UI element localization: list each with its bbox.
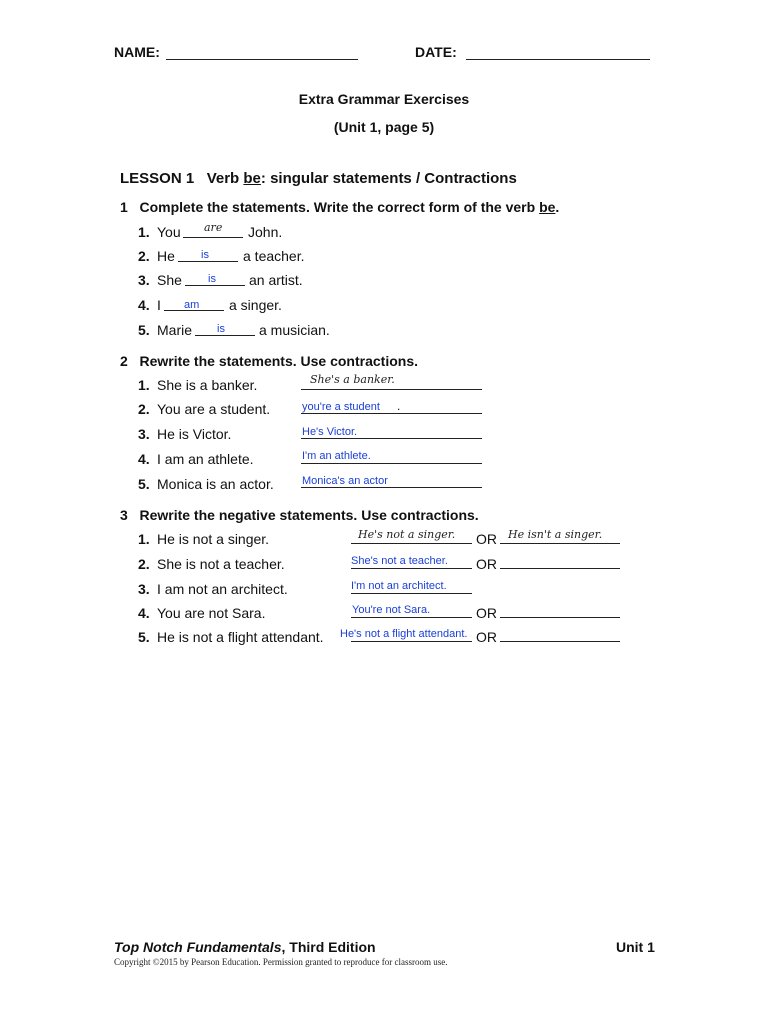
ex3-answer-1: She's not a teacher. (351, 555, 448, 567)
ex2-heading (120, 353, 418, 369)
ex3-item-text: He is not a singer. (157, 531, 270, 547)
ex3-answer-blank-1[interactable] (351, 568, 472, 569)
ex2-answer-blank[interactable] (301, 389, 482, 390)
ex1-item-number: 2. (138, 248, 150, 264)
ex3-answer-blank-1[interactable] (351, 593, 472, 594)
ex3-item-text: I am not an architect. (157, 581, 288, 597)
date-field[interactable] (466, 59, 650, 60)
ex1-item-number: 3. (138, 272, 150, 288)
ex1-item-after: an artist. (249, 272, 303, 288)
ex3-item-text: She is not a teacher. (157, 556, 285, 572)
ex3-heading (120, 507, 479, 523)
ex1-answer-blank[interactable] (195, 335, 255, 336)
ex3-answer-1: You're not Sara. (352, 604, 431, 616)
ex1-answer: is (208, 273, 216, 285)
ex3-answer-blank-1[interactable] (351, 641, 472, 642)
ex3-item-text: He is not a flight attendant. (157, 629, 324, 645)
ex3-answer-blank-2[interactable] (500, 568, 620, 569)
ex2-item-number: 4. (138, 451, 150, 467)
ex1-item-before: Marie (157, 322, 193, 338)
ex2-answer: I'm an athlete. (302, 450, 371, 462)
ex1-number: 1 (120, 199, 128, 215)
ex1-item-before: He (157, 248, 175, 264)
page-subtitle: (Unit 1, page 5) (333, 119, 435, 135)
ex2-answer: you're a student (302, 401, 380, 413)
name-label: NAME: (114, 44, 160, 60)
ex2-answer: She's a banker. (310, 373, 395, 386)
ex2-item-number: 3. (138, 426, 150, 442)
ex1-answer: is (201, 249, 209, 261)
ex1-item-before: You (157, 224, 181, 240)
ex1-item-after: a singer. (229, 297, 282, 313)
ex3-answer-1: He's not a singer. (358, 528, 456, 541)
ex1-item-after: a musician. (259, 322, 330, 338)
ex3-answer-2: He isn't a singer. (508, 528, 603, 541)
ex2-answer-blank[interactable] (301, 463, 482, 464)
ex3-item-number: 4. (138, 605, 150, 621)
ex1-heading (120, 199, 559, 215)
ex1-item-before: I (157, 297, 161, 313)
name-field[interactable] (166, 59, 358, 60)
ex2-item-number: 1. (138, 377, 150, 393)
ex2-answer-blank[interactable] (301, 438, 482, 439)
ex3-answer-blank-2[interactable] (500, 543, 620, 544)
ex3-or-label: OR (476, 556, 497, 572)
ex1-instruction-verb: be (539, 199, 556, 215)
ex1-instruction-end: . (555, 199, 560, 215)
ex1-answer-blank[interactable] (183, 237, 243, 238)
ex2-answer-blank[interactable] (301, 413, 482, 414)
ex1-item-after: a teacher. (243, 248, 305, 264)
ex1-answer-blank[interactable] (185, 285, 245, 286)
date-label: DATE: (415, 44, 457, 60)
ex3-item-text: You are not Sara. (157, 605, 266, 621)
ex2-item-text: He is Victor. (157, 426, 232, 442)
ex3-item-number: 1. (138, 531, 150, 547)
footer-edition: , Third Edition (281, 939, 376, 955)
footer-copyright: Copyright ©2015 by Pearson Education. Permission granted to reproduce for classroom use. (114, 957, 448, 967)
footer-book-name: Top Notch Fundamentals (114, 939, 282, 955)
ex2-answer: He's Victor. (302, 426, 358, 438)
ex2-answer: Monica's an actor (302, 475, 388, 487)
ex2-item-text: She is a banker. (157, 377, 258, 393)
ex1-answer: is (217, 323, 225, 335)
ex3-item-number: 2. (138, 556, 150, 572)
ex1-answer: are (204, 221, 223, 234)
ex2-item-text: I am an athlete. (157, 451, 254, 467)
ex2-item-text: You are a student. (157, 401, 271, 417)
ex1-instruction: Complete the statements. Write the correct form of the verb (139, 199, 540, 215)
lesson-heading (120, 170, 517, 187)
ex3-instruction: Rewrite the negative statements. Use contractions. (139, 507, 479, 523)
ex1-item-number: 5. (138, 322, 150, 338)
ex3-answer-blank-2[interactable] (500, 641, 620, 642)
ex3-item-number: 3. (138, 581, 150, 597)
ex1-item-number: 1. (138, 224, 150, 240)
footer-unit: Unit 1 (616, 939, 655, 955)
ex3-answer-blank-1[interactable] (351, 617, 472, 618)
ex3-or-label: OR (476, 605, 497, 621)
page-title: Extra Grammar Exercises (298, 91, 470, 107)
ex3-number: 3 (120, 507, 128, 523)
ex3-item-number: 5. (138, 629, 150, 645)
ex2-item-text: Monica is an actor. (157, 476, 274, 492)
ex1-answer-blank[interactable] (178, 261, 238, 262)
ex3-answer-1: I'm not an architect. (351, 580, 447, 592)
ex2-answer-mark: . (397, 399, 401, 413)
ex1-item-before: She (157, 272, 182, 288)
ex3-answer-blank-1[interactable] (351, 543, 472, 544)
ex1-answer: am (184, 299, 200, 311)
ex2-number: 2 (120, 353, 128, 369)
ex2-item-number: 5. (138, 476, 150, 492)
ex3-answer-1: He's not a flight attendant. (340, 628, 468, 640)
lesson-verb: be (243, 170, 261, 187)
ex2-instruction: Rewrite the statements. Use contractions. (139, 353, 418, 369)
ex3-or-label: OR (476, 629, 497, 645)
ex2-item-number: 2. (138, 401, 150, 417)
ex1-item-after: John. (248, 224, 283, 240)
footer-book-title (114, 939, 376, 955)
ex1-item-number: 4. (138, 297, 150, 313)
ex3-answer-blank-2[interactable] (500, 617, 620, 618)
lesson-topic: : singular statements / Contractions (260, 170, 517, 187)
ex3-or-label: OR (476, 531, 497, 547)
ex2-answer-blank[interactable] (301, 487, 482, 488)
lesson-label: LESSON 1 (120, 170, 195, 187)
lesson-verb-prefix: Verb (206, 170, 244, 187)
